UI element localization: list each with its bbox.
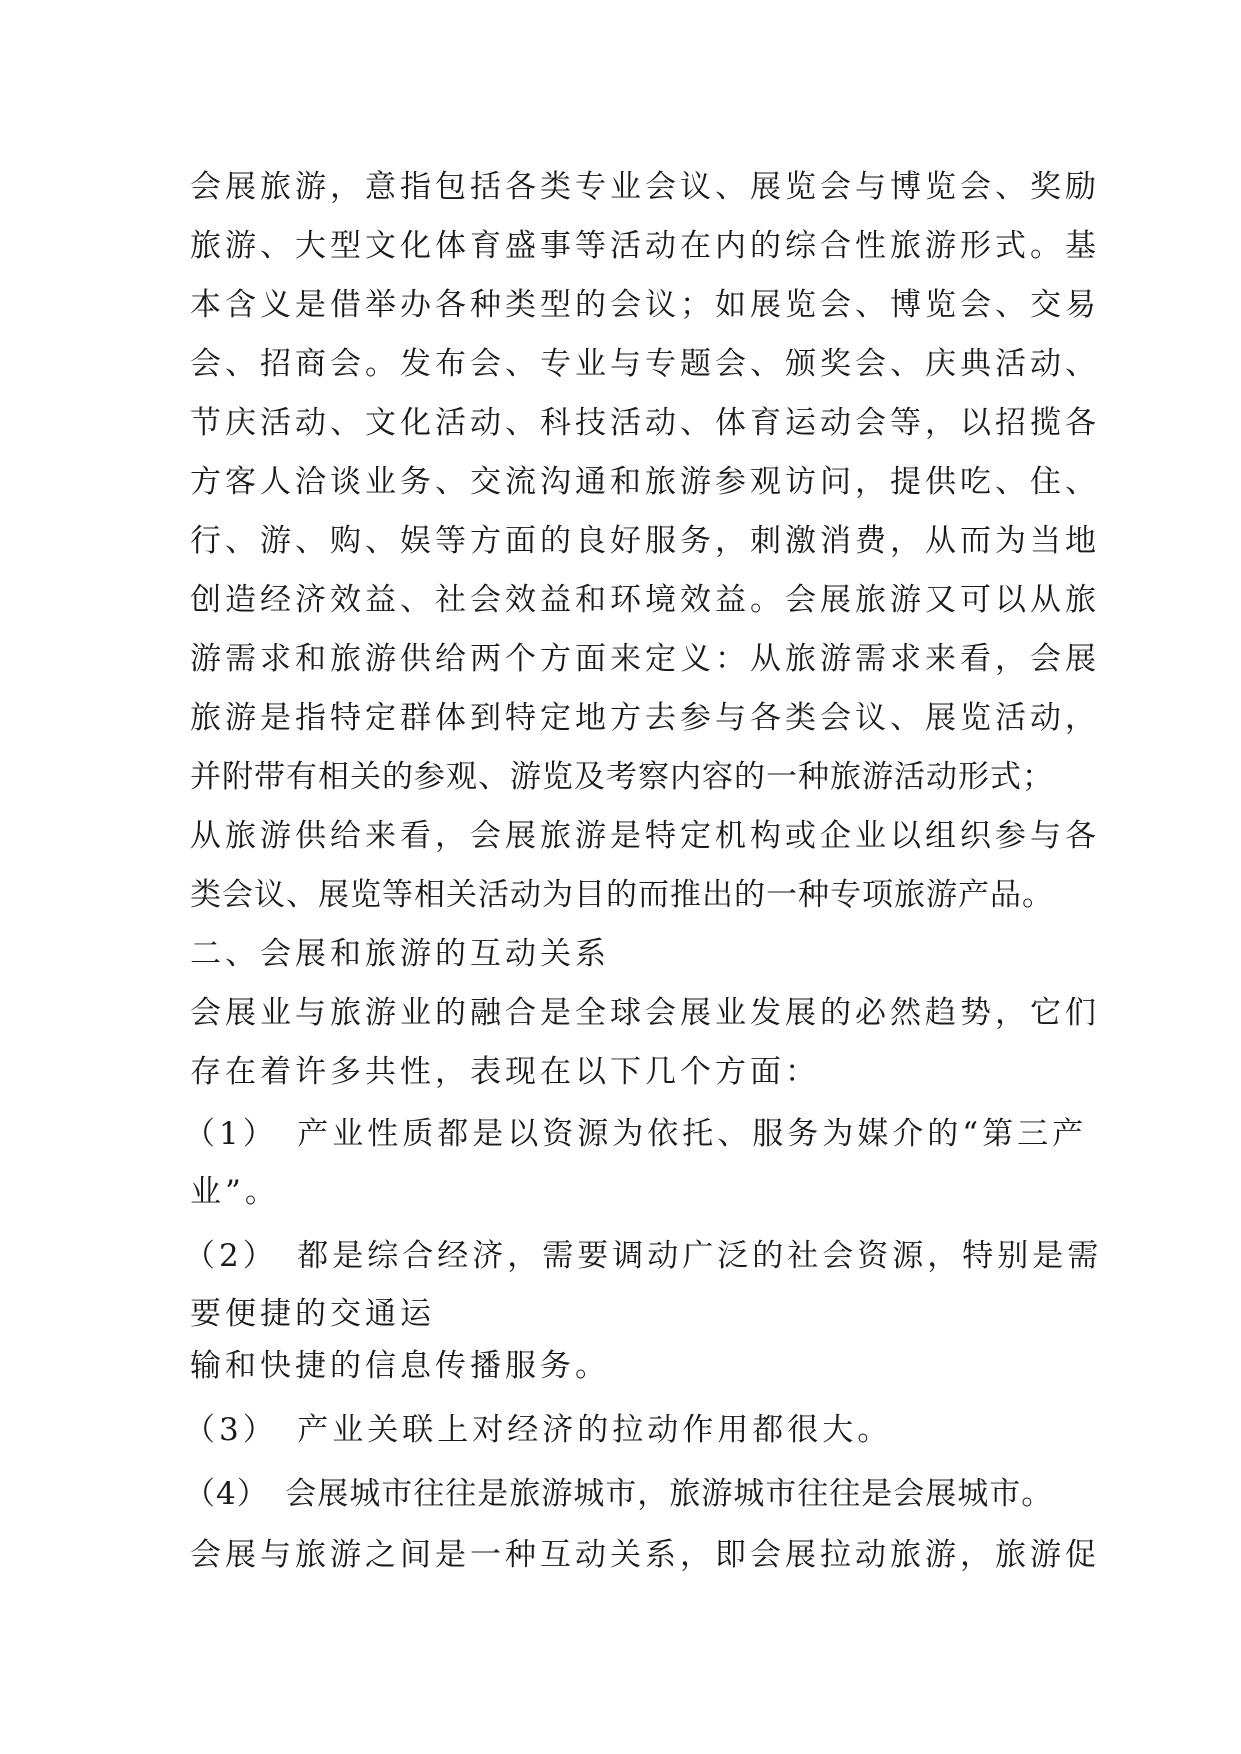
list-item: （3） 产业关联上对经济的拉动作用都很大。 bbox=[184, 1412, 893, 1448]
paragraph-line: 本含义是借举办各种类型的会议；如展览会、博览会、交易 bbox=[190, 287, 1100, 323]
list-item-continuation: 要便捷的交通运 bbox=[190, 1296, 435, 1332]
section-heading: 二、会展和旅游的互动关系 bbox=[190, 936, 610, 972]
list-item: （1） 产业性质都是以资源为依托、服务为媒介的“第三产 bbox=[184, 1116, 1088, 1152]
paragraph-line: 从旅游供给来看，会展旅游是特定机构或企业以组织参与各 bbox=[190, 818, 1100, 854]
paragraph-line: 旅游、大型文化体育盛事等活动在内的综合性旅游形式。基 bbox=[190, 228, 1100, 264]
paragraph-line: 会展与旅游之间是一种互动关系，即会展拉动旅游，旅游促 bbox=[190, 1537, 1100, 1573]
paragraph-line: 并附带有相关的参观、游览及考察内容的一种旅游活动形式； bbox=[190, 759, 1054, 795]
list-item-continuation: 输和快捷的信息传播服务。 bbox=[190, 1348, 610, 1384]
list-item: （4） 会展城市往往是旅游城市，旅游城市往往是会展城市。 bbox=[184, 1476, 1054, 1512]
paragraph-line: 存在着许多共性，表现在以下几个方面： bbox=[190, 1054, 820, 1090]
list-item: （2） 都是综合经济，需要调动广泛的社会资源，特别是需 bbox=[184, 1238, 1103, 1274]
paragraph-line: 会展旅游，意指包括各类专业会议、展览会与博览会、奖励 bbox=[190, 169, 1100, 205]
paragraph-line: 创造经济效益、社会效益和环境效益。会展旅游又可以从旅 bbox=[190, 582, 1100, 618]
paragraph-line: 类会议、展览等相关活动为目的而推出的一种专项旅游产品。 bbox=[190, 877, 1054, 913]
list-item-continuation: 业”。 bbox=[190, 1174, 280, 1210]
paragraph-line: 游需求和旅游供给两个方面来定义：从旅游需求来看，会展 bbox=[190, 641, 1100, 677]
body-text bbox=[184, 158, 1103, 1585]
paragraph-line: 旅游是指特定群体到特定地方去参与各类会议、展览活动， bbox=[190, 700, 1100, 736]
paragraph-line: 会、招商会。发布会、专业与专题会、颁奖会、庆典活动、 bbox=[190, 346, 1100, 382]
paragraph-line: 行、游、购、娱等方面的良好服务，刺激消费，从而为当地 bbox=[190, 523, 1100, 559]
paragraph-line: 节庆活动、文化活动、科技活动、体育运动会等，以招揽各 bbox=[190, 405, 1100, 441]
paragraph-line: 会展业与旅游业的融合是全球会展业发展的必然趋势，它们 bbox=[190, 995, 1100, 1031]
paragraph-line: 方客人洽谈业务、交流沟通和旅游参观访问，提供吃、住、 bbox=[190, 464, 1100, 500]
